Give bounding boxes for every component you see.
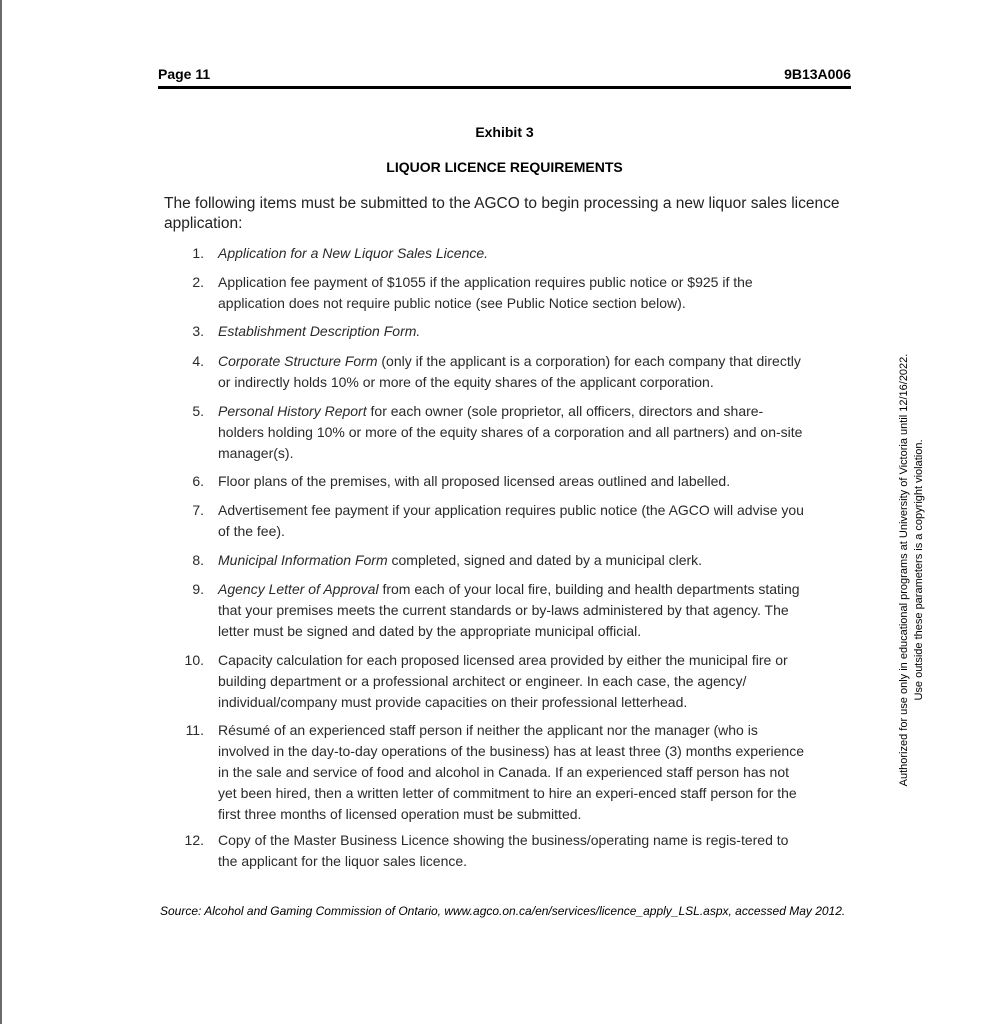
item-rest: Capacity calculation for each proposed licensed area provided by either the municipal fire or building department or a professional architect or engineer. In each case, the agency/ individual/company must provide capacities on their professional letterhead. [218,652,788,710]
item-italic: Agency Letter of Approval [218,581,379,597]
item-italic: Personal History Report [218,403,367,419]
exhibit-subtitle: LIQUOR LICENCE REQUIREMENTS [386,159,623,175]
item-text [218,579,804,642]
item-italic: Municipal Information Form [218,552,388,568]
item-number: 6. [192,473,204,489]
intro-paragraph: The following items must be submitted to the AGCO to begin processing a new liquor sales licence application: [164,195,840,232]
item-rest: Advertisement fee payment if your application requires public notice (the AGCO will advise you of the fee). [218,502,804,539]
item-number: 1. [192,245,204,261]
item-italic: Application for a New Liquor Sales Licence. [218,245,489,261]
item-rest: for each owner (sole proprietor, all officers, directors and share-holders holding 10% or more of the equity shares of a corporation and all partners) and on-site manager(s). [218,403,803,461]
side-note-line-2: Use outside these parameters is a copyright violation. [913,439,925,701]
side-note-line-1: Authorized for use only in educational programs at University of Victoria until 12/16/2022. [898,353,910,787]
page-number: Page 11 [158,66,211,82]
item-italic: Corporate Structure Form [218,353,378,369]
item-italic: Establishment Description Form. [218,323,421,339]
item-number: 2. [192,274,204,290]
item-number: 4. [192,353,204,369]
item-rest: Floor plans of the premises, with all proposed licensed areas outlined and labelled. [218,473,731,489]
item-number: 3. [192,323,204,339]
copyright-side-note [897,335,927,805]
item-rest: completed, signed and dated by a municipal clerk. [387,552,703,568]
source-citation: Source: Alcohol and Gaming Commission of Ontario, www.agco.on.ca/en/services/licence_apply_LSL.aspx, accessed May 2012. [160,904,846,918]
page-header [158,66,851,86]
item-number: 12. [184,832,204,848]
item-rest: Copy of the Master Business Licence showing the business/operating name is regis-tered to the applicant for the liquor sales licence. [218,832,789,869]
item-text [218,401,804,464]
item-text [218,272,804,314]
item-number: 8. [192,552,204,568]
item-number: 7. [192,502,204,518]
item-number: 11. [185,722,204,738]
item-text [218,550,804,571]
item-text [218,471,804,492]
page-left-border [0,0,2,1024]
item-text [218,351,804,393]
item-rest: from each of your local fire, building and health departments stating that your premises meets the current standards or by-laws administered by that agency. The letter must be signed and dated by the appropriate municipal official. [218,581,800,639]
item-text [218,650,804,713]
item-text [218,243,804,264]
item-text [218,321,804,342]
item-number: 10. [184,652,204,668]
item-text [218,830,804,872]
item-text [218,500,804,542]
exhibit-title: Exhibit 3 [475,124,534,140]
item-rest: Résumé of an experienced staff person if neither the applicant nor the manager (who is involved in the day-to-day operations of the business) has at least three (3) months experience in the sale and service of food and alcohol in Canada. If an experienced staff person has not yet been hired, then a written letter of commitment to hire an experi-enced staff person for the first three months of licensed operation must be submitted. [218,722,804,822]
document-code: 9B13A006 [784,66,851,82]
item-number: 9. [192,581,204,597]
item-rest: (only if the applicant is a corporation) for each company that directly or indirectly holds 10% or more of the equity shares of the applicant corporation. [218,353,801,390]
item-number: 5. [192,403,204,419]
header-rule [158,86,851,89]
item-rest: Application fee payment of $1055 if the application requires public notice or $925 if the application does not require public notice (see Public Notice section below). [218,274,753,311]
item-text [218,720,804,825]
